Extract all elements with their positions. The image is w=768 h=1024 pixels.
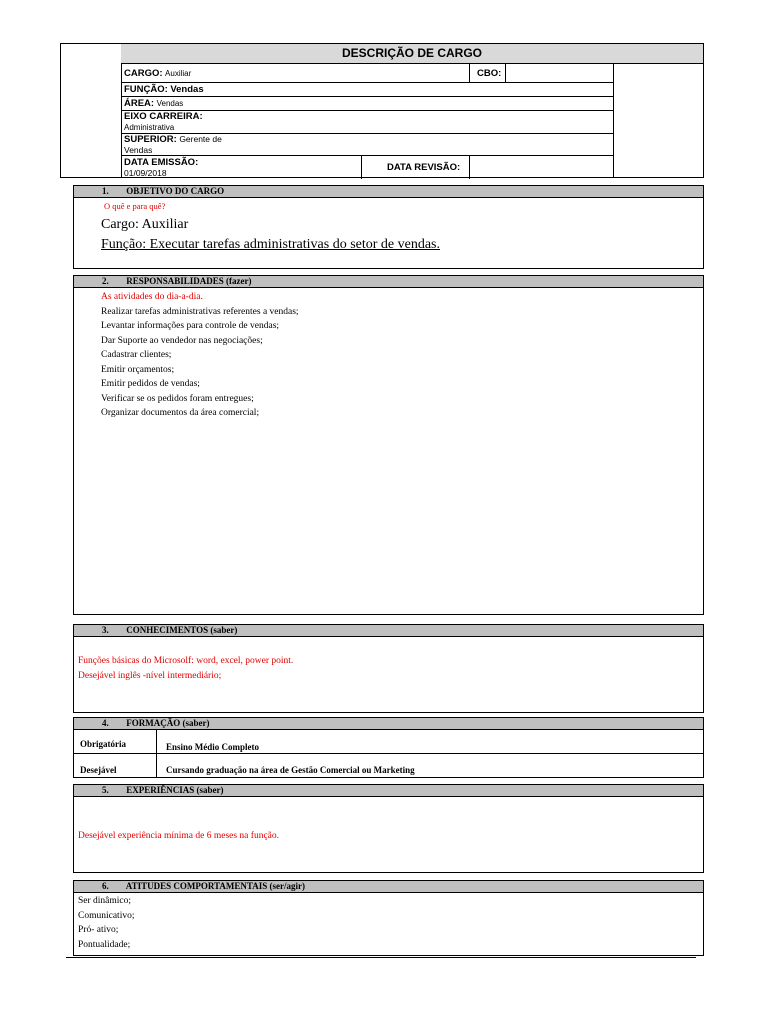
divider: [74, 753, 703, 754]
section-title: EXPERIÊNCIAS (saber): [126, 785, 224, 795]
list-item: Emitir pedidos de vendas;: [101, 379, 200, 389]
divider: [156, 730, 157, 777]
area-value: Vendas: [156, 99, 184, 108]
list-item: Desejável inglês -nível intermediário;: [78, 670, 222, 681]
superior-field: [124, 134, 222, 155]
list-item: Emitir orçamentos;: [101, 364, 175, 375]
section-header: [74, 718, 703, 730]
conhecimentos-list: [78, 654, 293, 683]
section-title: OBJETIVO DO CARGO: [126, 186, 225, 196]
cbo-label: CBO:: [477, 68, 502, 79]
data-emissao-field: [124, 157, 198, 178]
section-number: 3.: [102, 625, 109, 635]
section-hint: As atividades do dia-a-dia.: [101, 292, 203, 302]
funcao-field: [124, 84, 204, 95]
list-item: Ser dinâmico;: [78, 896, 132, 906]
cbo-field: [477, 68, 501, 79]
list-item: Cadastrar clientes;: [101, 350, 172, 360]
section-header: [74, 625, 703, 637]
data-revisao-label: DATA REVISÃO:: [387, 162, 461, 173]
document-title: DESCRIÇÃO DE CARGO: [121, 44, 703, 64]
data-emissao-value: 01/09/2018: [124, 168, 167, 178]
section-header: [74, 186, 703, 198]
funcao-value: Vendas: [170, 84, 204, 95]
atitudes-list: [78, 894, 134, 952]
eixo-field: [124, 111, 203, 133]
divider: [121, 96, 613, 97]
section-number: 6.: [102, 881, 109, 891]
section-experiencias: [73, 784, 704, 873]
funcao-label: FUNÇÃO:: [124, 84, 168, 95]
superior-label: SUPERIOR:: [124, 134, 177, 145]
desejavel-value: Cursando graduação na área de Gestão Comercial ou Marketing: [166, 765, 415, 775]
data-emissao-label: DATA EMISSÃO:: [124, 157, 199, 168]
section-header: [74, 881, 703, 893]
list-item: Levantar informações para controle de vendas;: [101, 321, 280, 331]
section-header: [74, 785, 703, 797]
divider: [121, 82, 613, 83]
area-label: ÁREA:: [124, 98, 155, 109]
divider: [361, 155, 362, 179]
desejavel-label: Desejável: [80, 765, 117, 775]
cargo-field: [124, 68, 191, 79]
list-item: Verificar se os pedidos foram entregues;: [101, 393, 254, 404]
divider: [505, 64, 506, 82]
list-item: Dar Suporte ao vendedor nas negociações;: [101, 335, 263, 346]
list-item: Pontualidade;: [78, 939, 131, 950]
divider: [121, 155, 613, 156]
objetivo-cargo: Cargo: Auxiliar: [101, 217, 189, 232]
data-revisao-field: [387, 162, 460, 173]
section-formacao: [73, 717, 704, 778]
superior-value: Gerente de: [179, 134, 222, 144]
section-conhecimentos: [73, 624, 704, 713]
obrigatoria-value: Ensino Médio Completo: [166, 742, 260, 752]
section-title: ATITUDES COMPORTAMENTAIS (ser/agir): [125, 881, 305, 891]
cargo-label: CARGO:: [124, 68, 163, 79]
list-item: Funções básicas do Microsolf: word, excel, power point.: [78, 656, 294, 666]
area-field: [124, 98, 183, 109]
experiencias-text: Desejável experiência mínima de 6 meses na função.: [78, 831, 279, 841]
section-header: [74, 276, 703, 288]
list-item: Organizar documentos da área comercial;: [101, 408, 260, 418]
list-item: Pró- ativo;: [78, 925, 119, 935]
section-title: FORMAÇÃO (saber): [126, 718, 210, 728]
section-hint: O quê e para quê?: [104, 201, 166, 211]
section-number: 2.: [102, 276, 109, 286]
obrigatoria-label: Obrigatória: [80, 739, 126, 749]
section-number: 4.: [102, 718, 109, 728]
list-item: Realizar tarefas administrativas referentes a vendas;: [101, 306, 299, 317]
section-number: 5.: [102, 785, 109, 795]
divider: [469, 64, 470, 82]
section-responsabilidades: [73, 275, 704, 615]
responsabilidades-list: [101, 290, 299, 421]
superior-value: Vendas: [124, 145, 153, 155]
section-objetivo: [73, 185, 704, 269]
eixo-value: Administrativa: [124, 123, 175, 132]
objetivo-funcao: Função: Executar tarefas administrativas do setor de vendas.: [101, 237, 440, 252]
section-atitudes: [73, 880, 704, 956]
divider: [469, 155, 470, 179]
cargo-value: Auxiliar: [165, 69, 192, 78]
section-title: RESPONSABILIDADES (fazer): [126, 276, 252, 286]
bottom-rule: [66, 957, 696, 958]
section-title: CONHECIMENTOS (saber): [126, 625, 238, 635]
section-number: 1.: [102, 186, 109, 196]
eixo-label: EIXO CARREIRA:: [124, 111, 203, 122]
header-box: [60, 43, 704, 178]
list-item: Comunicativo;: [78, 910, 135, 921]
